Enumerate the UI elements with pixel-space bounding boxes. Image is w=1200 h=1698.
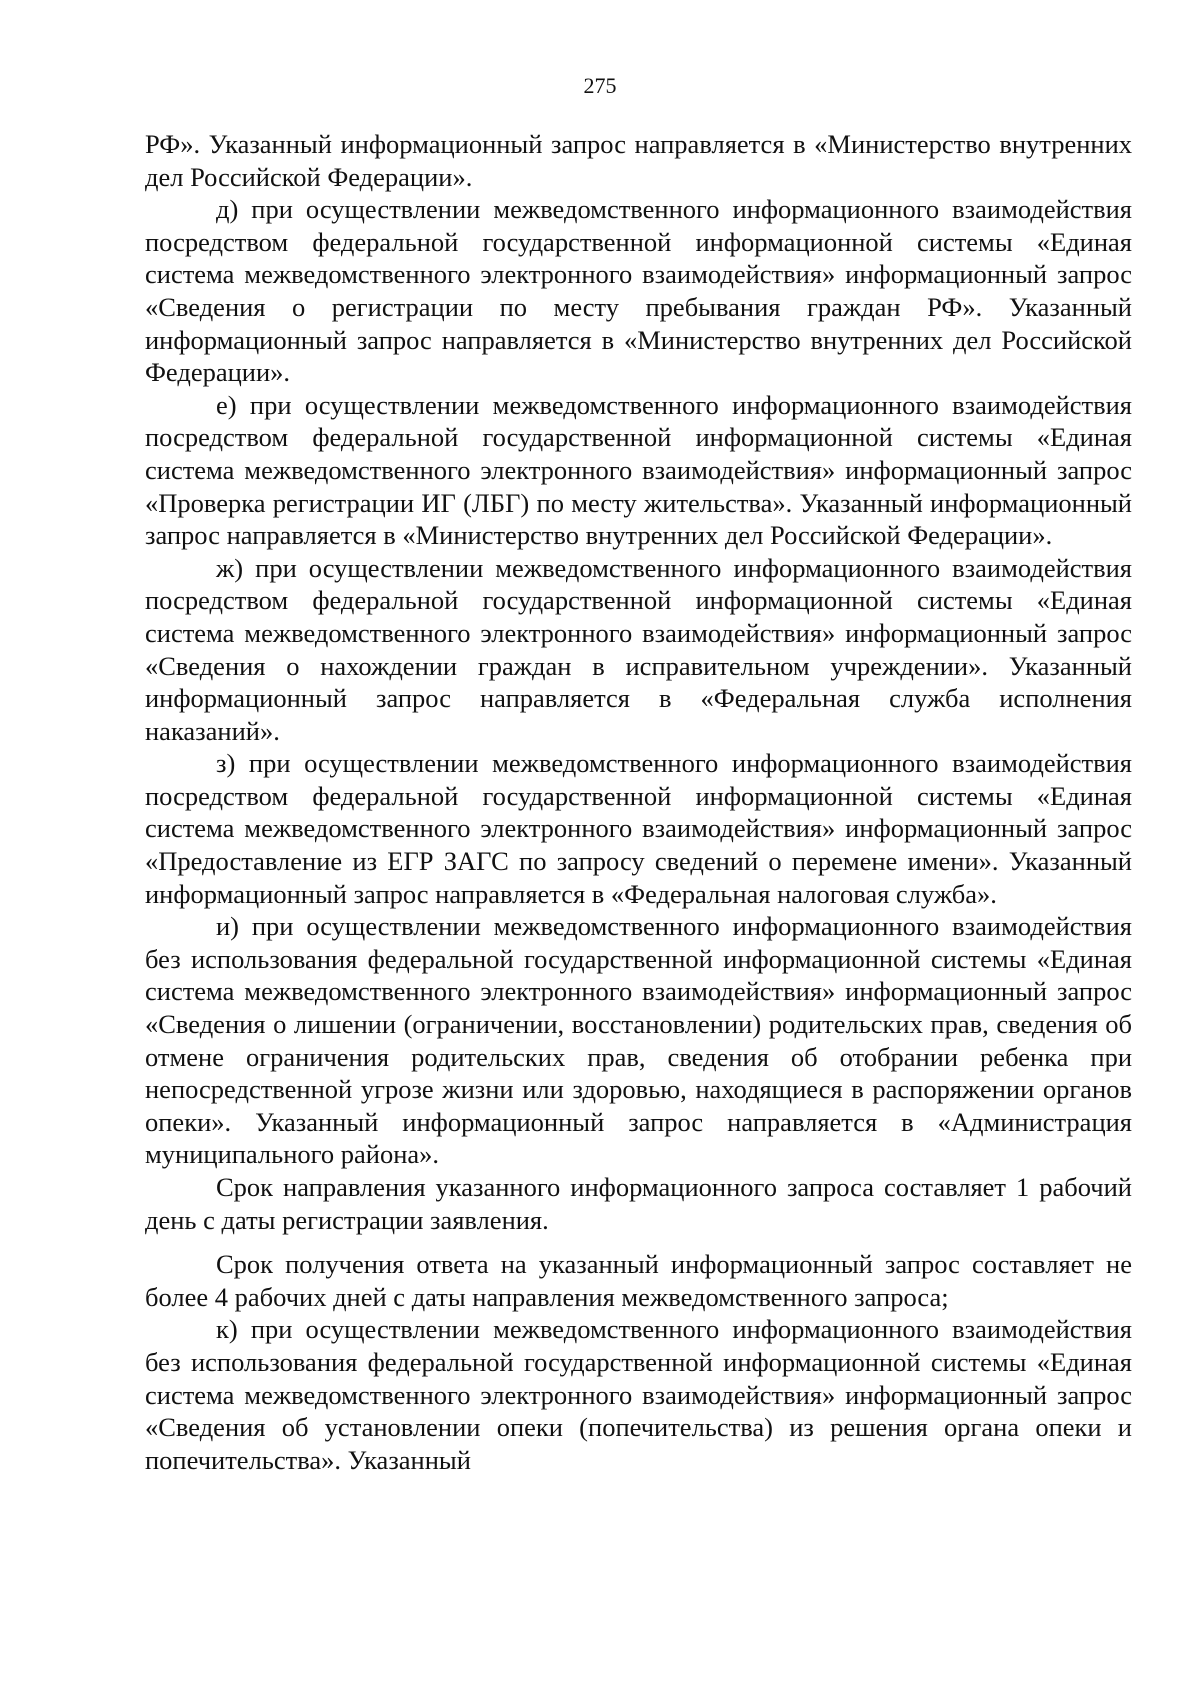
document-body	[145, 128, 1132, 1476]
paragraph-response-deadline: Срок получения ответа на указанный информационный запрос составляет не более 4 рабочих дней с даты направления межведомственного запроса;	[145, 1249, 1132, 1312]
paragraph-item-zh: ж) при осуществлении межведомственного информационного взаимодействия посредством федеральной государственной информационной системы «Единая система межведомственного электронного взаимодействия» информационный запрос «Сведения о нахождении граждан в исправительном учреждении». Указанный информационный запрос направляется в «Федеральная служба исполнения наказаний».	[145, 552, 1132, 746]
paragraph-item-e: е) при осуществлении межведомственного информационного взаимодействия посредством федеральной государственной информационной системы «Единая система межведомственного электронного взаимодействия» информационный запрос «Проверка регистрации ИГ (ЛБГ) по месту жительства». Указанный информационный запрос направляется в «Министерство внутренних дел Российской Федерации».	[145, 389, 1132, 551]
page-number: 275	[583, 73, 617, 98]
paragraph-item-z: з) при осуществлении межведомственного информационного взаимодействия посредством федеральной государственной информационной системы «Единая система межведомственного электронного взаимодействия» информационный запрос «Предоставление из ЕГР ЗАГС по запросу сведений о перемене имени». Указанный информационный запрос направляется в «Федеральная налоговая служба».	[145, 748, 1132, 909]
paragraph-continuation: РФ». Указанный информационный запрос направляется в «Министерство внутренних дел Российской Федерации».	[145, 129, 1132, 192]
paragraph-item-d: д) при осуществлении межведомственного информационного взаимодействия посредством федеральной государственной информационной системы «Единая система межведомственного электронного взаимодействия» информационный запрос «Сведения о регистрации по месту пребывания граждан РФ». Указанный информационный запрос направляется в «Министерство внутренних дел Российской Федерации».	[145, 194, 1132, 388]
paragraph-item-k: к) при осуществлении межведомственного информационного взаимодействия без использования федеральной государственной информационной системы «Единая система межведомственного электронного взаимодействия» информационный запрос «Сведения об установлении опеки (попечительства) из решения органа опеки и попечительства». Указанный	[145, 1314, 1132, 1475]
paragraph-request-deadline: Срок направления указанного информационного запроса составляет 1 рабочий день с даты регистрации заявления.	[145, 1172, 1132, 1235]
paragraph-item-i: и) при осуществлении межведомственного информационного взаимодействия без использования федеральной государственной информационной системы «Единая система межведомственного электронного взаимодействия» информационный запрос «Сведения о лишении (ограничении, восстановлении) родительских прав, сведения об отмене ограничения родительских прав, сведения об отобрании ребенка при непосредственной угрозе жизни или здоровью, находящиеся в распоряжении органов опеки». Указанный информационный запрос направляется в «Администрация муниципального района».	[145, 911, 1132, 1170]
